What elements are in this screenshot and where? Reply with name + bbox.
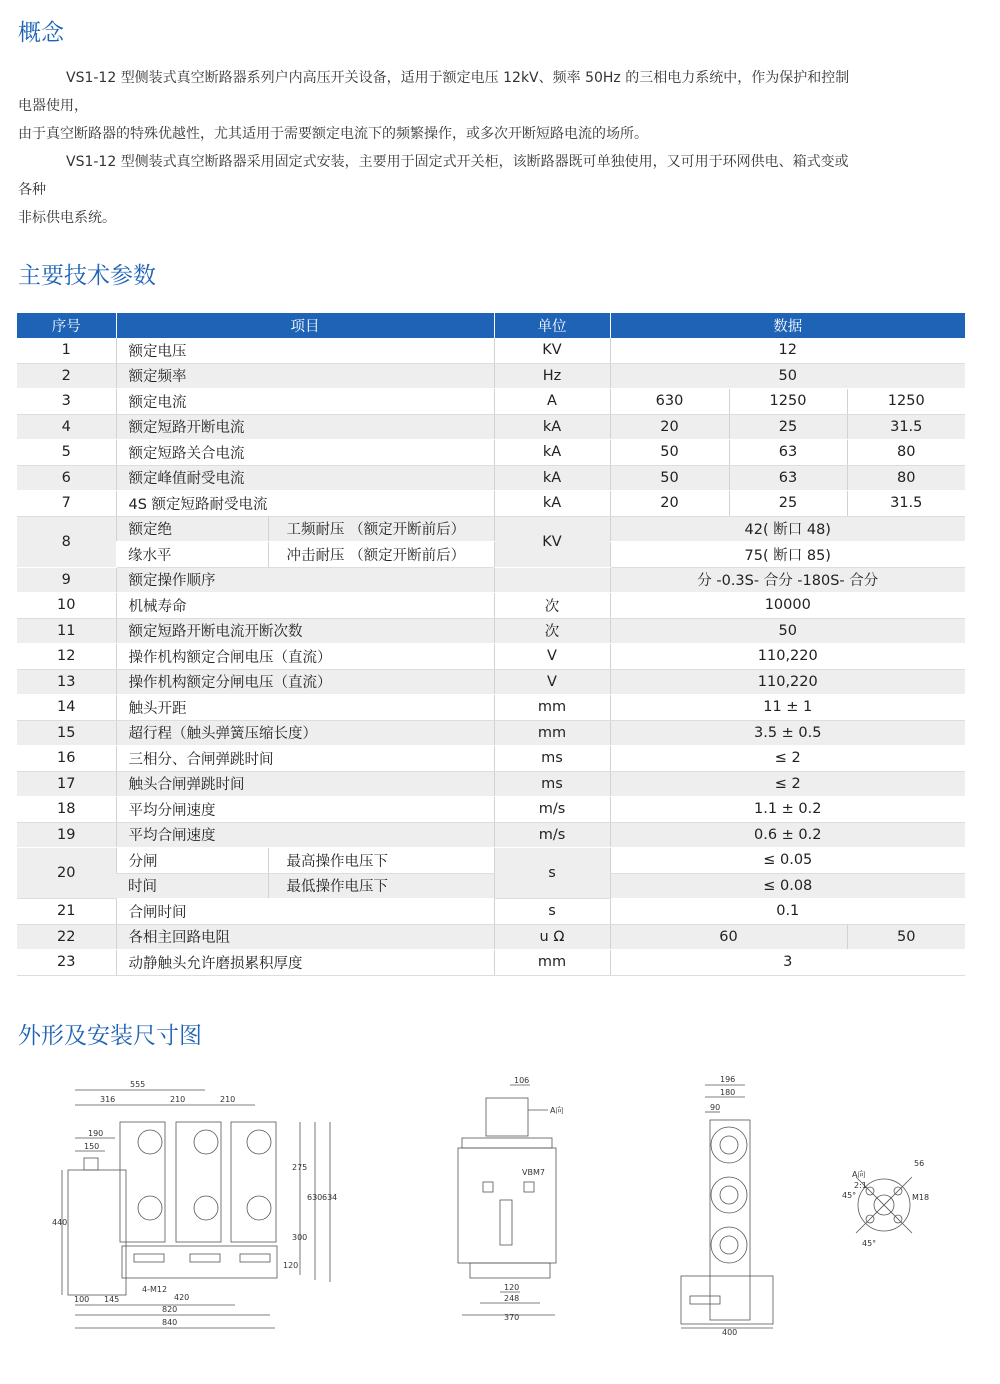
concept-title: 概念 — [18, 20, 64, 46]
dimension-drawings — [0, 1060, 1000, 1360]
cell-unit: A — [494, 389, 610, 415]
cell-no: 15 — [17, 720, 116, 746]
concept-paragraph-2: 电器使用， — [18, 98, 88, 114]
drawings-svg — [0, 1060, 1000, 1360]
cell-data: 3 — [610, 950, 965, 976]
cell-no: 18 — [17, 797, 116, 823]
table-row — [17, 644, 965, 670]
dim-front-4-m12: 4-M12 — [142, 1285, 168, 1294]
cell-subitem: 工频耐压 （额定开断前后） — [268, 516, 494, 542]
dim-front-420: 420 — [174, 1293, 190, 1302]
cell-no: 5 — [17, 440, 116, 466]
cell-data: ≤ 2 — [610, 746, 965, 772]
cell-subitem: 最低操作电压下 — [268, 873, 494, 899]
cell-data: 50 — [610, 465, 729, 491]
cell-item: 额定峰值耐受电流 — [116, 465, 494, 491]
top-view-drawing — [681, 1085, 773, 1328]
cell-item: 缘水平 — [116, 542, 268, 568]
cell-item: 触头合闸弹跳时间 — [116, 771, 494, 797]
cell-item: 各相主回路电阻 — [116, 924, 494, 950]
cell-data: 63 — [729, 465, 847, 491]
cell-no: 23 — [17, 950, 116, 976]
dim-side-370: 370 — [504, 1313, 520, 1322]
table-row — [17, 899, 965, 925]
table-row — [17, 848, 965, 874]
cell-item: 额定操作顺序 — [116, 567, 494, 593]
cell-unit: s — [494, 848, 610, 899]
cell-unit: m/s — [494, 822, 610, 848]
cell-subitem: 冲击耐压 （额定开断前后） — [268, 542, 494, 568]
dim-front-440: 440 — [52, 1218, 68, 1227]
cell-item: 4S 额定短路耐受电流 — [116, 491, 494, 517]
table-row — [17, 873, 965, 899]
dim-top-180: 180 — [720, 1088, 736, 1097]
cell-data: 80 — [847, 465, 965, 491]
dim-front-840: 840 — [162, 1318, 178, 1327]
cell-data: 1.1 ± 0.2 — [610, 797, 965, 823]
dim-front-210a: 210 — [170, 1095, 186, 1104]
cell-item: 动静触头允许磨损累积厚度 — [116, 950, 494, 976]
cell-data: 50 — [610, 440, 729, 466]
cell-item: 额定短路开断电流 — [116, 414, 494, 440]
dim-side-a-direction: A向 — [550, 1106, 564, 1115]
cell-item: 平均分闸速度 — [116, 797, 494, 823]
cell-item: 触头开距 — [116, 695, 494, 721]
cell-unit: KV — [494, 516, 610, 567]
cell-no: 3 — [17, 389, 116, 415]
cell-data: ≤ 0.08 — [610, 873, 965, 899]
cell-data: 20 — [610, 491, 729, 517]
top-view-dimensions — [710, 1075, 737, 1337]
dim-side-248: 248 — [504, 1294, 520, 1303]
table-header-row — [17, 313, 965, 338]
dim-side-vbm7: VBM7 — [522, 1168, 545, 1177]
header-data: 数据 — [610, 313, 965, 338]
cell-unit — [494, 567, 610, 593]
table-row — [17, 797, 965, 823]
cell-data: 11 ± 1 — [610, 695, 965, 721]
cell-unit: kA — [494, 491, 610, 517]
cell-item: 三相分、合闸弹跳时间 — [116, 746, 494, 772]
cell-data: 75( 断口 85) — [610, 542, 965, 568]
table-row — [17, 414, 965, 440]
dim-front-634: 634 — [322, 1193, 338, 1202]
table-row — [17, 338, 965, 363]
cell-no: 20 — [17, 848, 116, 899]
cell-item: 额定电压 — [116, 338, 494, 363]
dim-front-210b: 210 — [220, 1095, 236, 1104]
table-row — [17, 465, 965, 491]
cell-data: 分 -0.3S- 合分 -180S- 合分 — [610, 567, 965, 593]
concept-paragraph-1: VS1-12 型侧装式真空断路器系列户内高压开关设备，适用于额定电压 12kV、频率 50Hz 的三相电力系统中，作为保护和控制 — [66, 70, 850, 86]
cell-data: 31.5 — [847, 414, 965, 440]
cell-item: 操作机构额定合闸电压（直流） — [116, 644, 494, 670]
cell-data: 12 — [610, 338, 965, 363]
header-no: 序号 — [17, 313, 116, 338]
cell-no: 8 — [17, 516, 116, 567]
cell-unit: s — [494, 899, 610, 925]
cell-item: 操作机构额定分闸电压（直流） — [116, 669, 494, 695]
cell-data: 63 — [729, 440, 847, 466]
cell-unit: kA — [494, 414, 610, 440]
dim-front-100: 100 — [74, 1295, 90, 1304]
cell-data: 1250 — [847, 389, 965, 415]
cell-unit: V — [494, 644, 610, 670]
detail-scale: 2:1 — [854, 1181, 867, 1190]
dim-front-820: 820 — [162, 1305, 178, 1314]
cell-unit: V — [494, 669, 610, 695]
cell-data: 25 — [729, 414, 847, 440]
cell-no: 13 — [17, 669, 116, 695]
cell-data: 42( 断口 48) — [610, 516, 965, 542]
table-row — [17, 516, 965, 542]
side-view-dimensions — [504, 1076, 563, 1322]
concept-paragraph-4: VS1-12 型侧装式真空断路器采用固定式安装，主要用于固定式开关柜，该断路器既可单独使用，又可用于环网供电、箱式变或 — [66, 154, 849, 170]
cell-data: 31.5 — [847, 491, 965, 517]
cell-no: 21 — [17, 899, 116, 925]
cell-no: 1 — [17, 338, 116, 363]
dim-front-150: 150 — [84, 1142, 100, 1151]
cell-no: 2 — [17, 363, 116, 389]
cell-unit: 次 — [494, 593, 610, 619]
table-row — [17, 491, 965, 517]
cell-item: 额定电流 — [116, 389, 494, 415]
concept-paragraph-3: 由于真空断路器的特殊优越性，尤其适用于需要额定电流下的频繁操作，或多次开断短路电流的场所。 — [18, 126, 648, 142]
table-row — [17, 440, 965, 466]
cell-data: 50 — [847, 924, 965, 950]
cell-data: 50 — [610, 618, 965, 644]
cell-subitem: 最高操作电压下 — [268, 848, 494, 874]
cell-no: 16 — [17, 746, 116, 772]
dim-side-106: 106 — [514, 1076, 530, 1085]
cell-unit: ms — [494, 771, 610, 797]
table-row — [17, 389, 965, 415]
cell-item: 额定绝 — [116, 516, 268, 542]
cell-unit: KV — [494, 338, 610, 363]
dim-front-275: 275 — [292, 1163, 308, 1172]
cell-data: 0.6 ± 0.2 — [610, 822, 965, 848]
cell-unit: mm — [494, 720, 610, 746]
dim-top-196: 196 — [720, 1075, 736, 1084]
table-row — [17, 822, 965, 848]
side-view-drawing — [458, 1085, 556, 1315]
cell-data: 3.5 ± 0.5 — [610, 720, 965, 746]
dim-front-630: 630 — [307, 1193, 323, 1202]
cell-no: 6 — [17, 465, 116, 491]
cell-data: 0.1 — [610, 899, 965, 925]
detail-m18: M18 — [912, 1193, 930, 1202]
dim-front-316: 316 — [100, 1095, 116, 1104]
cell-data: 80 — [847, 440, 965, 466]
cell-data: 20 — [610, 414, 729, 440]
cell-item: 额定短路开断电流开断次数 — [116, 618, 494, 644]
cell-data: 60 — [610, 924, 847, 950]
cell-item: 平均合闸速度 — [116, 822, 494, 848]
detail-angle-45-top: 45° — [842, 1191, 857, 1200]
concept-paragraph-6: 非标供电系统。 — [18, 210, 116, 226]
cell-data: 25 — [729, 491, 847, 517]
table-row — [17, 567, 965, 593]
table-row — [17, 924, 965, 950]
cell-no: 10 — [17, 593, 116, 619]
cell-no: 7 — [17, 491, 116, 517]
table-row — [17, 771, 965, 797]
cell-item: 额定频率 — [116, 363, 494, 389]
cell-item: 时间 — [116, 873, 268, 899]
cell-unit: mm — [494, 695, 610, 721]
cell-no: 4 — [17, 414, 116, 440]
table-row — [17, 950, 965, 976]
cell-unit: u Ω — [494, 924, 610, 950]
cell-no: 11 — [17, 618, 116, 644]
concept-text — [18, 64, 973, 232]
dim-front-300: 300 — [292, 1233, 308, 1242]
cell-no: 19 — [17, 822, 116, 848]
cell-no: 12 — [17, 644, 116, 670]
cell-item: 机械寿命 — [116, 593, 494, 619]
cell-data: ≤ 0.05 — [610, 848, 965, 874]
cell-unit: m/s — [494, 797, 610, 823]
cell-unit: mm — [494, 950, 610, 976]
cell-item: 额定短路关合电流 — [116, 440, 494, 466]
dim-front-190: 190 — [88, 1129, 104, 1138]
table-row — [17, 695, 965, 721]
table-row — [17, 363, 965, 389]
concept-paragraph-5: 各种 — [18, 182, 46, 198]
cell-no: 9 — [17, 567, 116, 593]
table-row — [17, 746, 965, 772]
table-row — [17, 618, 965, 644]
dim-front-145: 145 — [104, 1295, 120, 1304]
header-item: 项目 — [116, 313, 494, 338]
cell-no: 17 — [17, 771, 116, 797]
cell-unit: kA — [494, 440, 610, 466]
table-row — [17, 593, 965, 619]
front-view-drawing — [62, 1090, 330, 1328]
cell-item: 合闸时间 — [116, 899, 494, 925]
cell-data: 110,220 — [610, 669, 965, 695]
header-unit: 单位 — [494, 313, 610, 338]
cell-unit: kA — [494, 465, 610, 491]
params-title: 主要技术参数 — [18, 263, 156, 289]
cell-no: 22 — [17, 924, 116, 950]
dim-front-555: 555 — [130, 1080, 146, 1089]
table-row — [17, 669, 965, 695]
detail-dia-56: 56 — [914, 1159, 925, 1168]
dim-side-120: 120 — [504, 1283, 520, 1292]
cell-data: 630 — [610, 389, 729, 415]
cell-no: 14 — [17, 695, 116, 721]
cell-data: 1250 — [729, 389, 847, 415]
spec-table — [17, 313, 965, 976]
detail-angle-45-bottom: 45° — [862, 1239, 877, 1248]
dim-top-400: 400 — [722, 1328, 738, 1337]
drawings-title: 外形及安装尺寸图 — [18, 1023, 202, 1049]
cell-data: 50 — [610, 363, 965, 389]
cell-unit: Hz — [494, 363, 610, 389]
cell-item: 分闸 — [116, 848, 268, 874]
dim-front-120: 120 — [283, 1261, 299, 1270]
cell-data: ≤ 2 — [610, 771, 965, 797]
cell-unit: 次 — [494, 618, 610, 644]
detail-a-direction: A向 — [852, 1170, 866, 1179]
cell-unit: ms — [494, 746, 610, 772]
dim-top-90: 90 — [710, 1103, 721, 1112]
table-row — [17, 542, 965, 568]
cell-data: 110,220 — [610, 644, 965, 670]
table-row — [17, 720, 965, 746]
cell-item: 超行程（触头弹簧压缩长度） — [116, 720, 494, 746]
cell-data: 10000 — [610, 593, 965, 619]
